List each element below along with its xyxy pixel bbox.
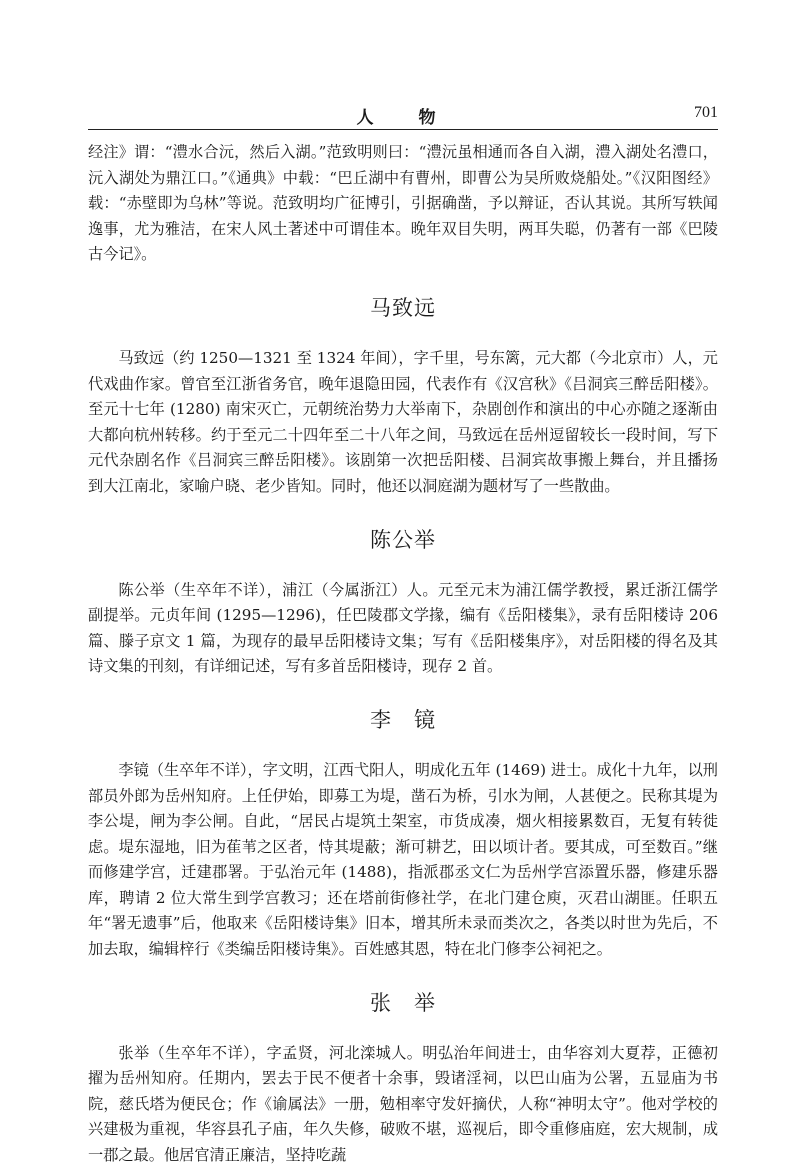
section-body-chen-gongju: 陈公举（生卒年不详），浦江（今属浙江）人。元至元末为浦江儒学教授，累迁浙江儒学副提举。元贞年间 (1295—1296)，任巴陵郡文学掾，编有《岳阳楼集》，录有岳阳楼诗 206 篇、滕子京文 1 篇，为现存的最早岳阳楼诗文集；写有《岳阳楼集序》，对岳阳楼的得名及其诗文集的刊刻，有详细记述，写有多首岳阳楼诗，现存 2 首。 [88, 580, 718, 676]
running-head [88, 103, 718, 130]
section-heading-li-jing: 李 镜 [370, 707, 436, 732]
page-number: 701 [694, 104, 718, 121]
section-body-zhang-ju: 张举（生卒年不详），字孟贤，河北滦城人。明弘治年间进士，由华容刘大夏荐，正德初擢为岳州知府。任期内，罢去于民不便者十余事，毁诸淫祠，以巴山庙为公署，五显庙为书院，慈氏塔为便民仓；作《谕属法》一册，勉相率守发奸摘伏，人称“神明太守”。他对学校的兴建极为重视，华容县孔子庙，年久失修，破败不堪，巡视后，即令重修庙庭，宏大规制，成一郡之最。他居官清正廉洁，坚持吃蔬 [88, 1043, 718, 1165]
section-heading-chen-gongju: 陈公举 [370, 527, 436, 552]
section-body-ma-zhiyuan: 马致远（约 1250—1321 至 1324 年间），字千里，号东篱，元大都（今北京市）人，元代戏曲作家。曾官至江浙省务官，晚年退隐田园，代表作有《汉宫秋》《吕洞宾三醉岳阳楼》。至元十七年 (1280) 南宋灭亡，元朝统治势力大举南下，杂剧创作和演出的中心亦随之逐渐由大都向杭州转移。约于至元二十四年至二十八年之间，马致远在岳州逗留较长一段时间，写下元代杂剧名作《吕洞宾三醉岳阳楼》。该剧第一次把岳阳楼、吕洞宾故事搬上舞台，并且播扬到大江南北，家喻户晓、老少皆知。同时，他还以洞庭湖为题材写了一些散曲。 [88, 348, 718, 495]
running-head-title: 人 物 [356, 108, 450, 128]
section-body-li-jing: 李镜（生卒年不详），字文明，江西弋阳人，明成化五年 (1469) 进士。成化十九年，以刑部员外郎为岳州知府。上任伊始，即募工为堤，凿石为桥，引水为闸，人甚便之。民称其堤为李公堤，闸为李公闸。自此，“居民占堤筑土架室，市货成凑，烟火相接累数百，无复有转徙虑。堤东湿地，旧为萑苇之区者，恃其堤蔽；渐可耕艺，田以顷计者。要其成，可至数百。”继而修建学宫，迁建郡署。于弘治元年 (1488)，指派郡丞文仁为岳州学宫添置乐器，修建乐器库，聘请 2 位大常生到学宫教习；还在塔前街修社学，在北门建仓庾，灭君山湖匪。任职五年“署无遗事”后，他取来《岳阳楼诗集》旧本，增其所未录而类次之，各类以时世为先后，不加去取，编辑梓行《类编岳阳楼诗集》。百姓感其恩，特在北门修李公祠祀之。 [88, 760, 718, 959]
body-text [88, 140, 718, 1169]
section-heading-ma-zhiyuan: 马致远 [370, 295, 436, 320]
section-heading-zhang-ju: 张 举 [370, 990, 436, 1015]
intro-paragraph: 经注》谓：“澧水合沅，然后入湖。”范致明则曰：“澧沅虽相通而各自入湖，澧入湖处名澧口，沅入湖处为鼎江口。”《通典》中载：“巴丘湖中有曹州，即曹公为吴所败烧船处。”《汉阳图经》载：“赤壁即为乌林”等说。范致明均广征博引，引据确凿，予以辩证，否认其说。其所写轶闻逸事，尤为雅洁，在宋人风土著述中可谓佳本。晚年双目失明，两耳失聪，仍著有一部《巴陵古今记》。 [88, 143, 718, 264]
